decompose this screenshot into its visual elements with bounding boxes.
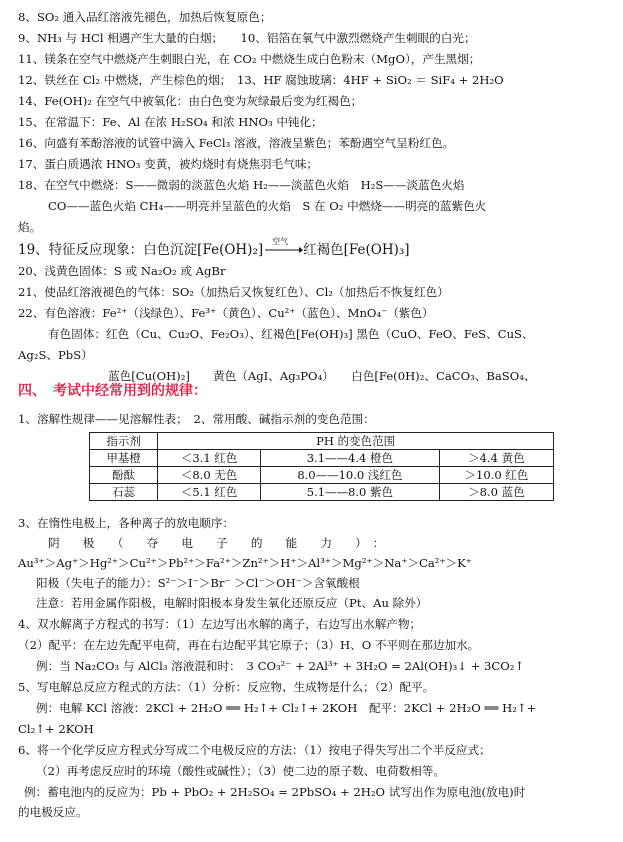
colored-solids-2: 蓝色[Cu(OH)₂] 黄色（AgI、Ag₃PO₄） 白色[Fe(0H)₂、CaCO₃、BaSO₄、 xyxy=(108,369,536,383)
anode-order: 阳极（失电子的能力）：S²⁻＞I⁻＞Br⁻ ＞Cl⁻＞OH⁻＞含氧酸根 xyxy=(36,576,360,590)
table-cell: ＜3.1 红色 xyxy=(158,450,261,467)
rule-1-2: 1、溶解性规律——见溶解性表； 2、常用酸、碱指示剂的变色范围： xyxy=(18,412,375,426)
anode-note: 注意：若用金属作阳极，电解时阳极本身发生氧化还原反应（Pt、Au 除外） xyxy=(36,596,428,610)
indicator-table xyxy=(89,432,554,501)
fact-18-end: 焰。 xyxy=(18,220,42,234)
table-row xyxy=(90,450,554,467)
reaction-condition: 空气 xyxy=(272,237,289,246)
table-cell: 甲基橙 xyxy=(90,450,158,467)
table-cell: 5.1——8.0 紫色 xyxy=(260,484,439,501)
fact-14: 14、Fe(OH)₂ 在空气中被氧化：由白色变为灰绿最后变为红褐色； xyxy=(18,94,363,108)
reaction-arrow xyxy=(263,237,303,256)
table-cell: ＞4.4 黄色 xyxy=(439,450,553,467)
table-cell: ＞8.0 蓝色 xyxy=(439,484,553,501)
rule-4-step2: （2）配平：在左边先配平电荷，再在右边配平其它原子；（3）H、O 不平则在那边加水。 xyxy=(18,638,480,652)
fact-12-13: 12、铁丝在 Cl₂ 中燃烧，产生棕色的烟； 13、HF 腐蚀玻璃：4HF + SiO₂ ＝ SiF₄ + 2H₂O xyxy=(18,73,504,87)
fact-20: 20、浅黄色固体：S 或 Na₂O₂ 或 AgBr xyxy=(18,264,226,278)
rule-5: 5、写电解总反应方程式的方法：（1）分析：反应物、生成物是什么；（2）配平。 xyxy=(18,680,435,694)
fact-17: 17、蛋白质遇浓 HNO₃ 变黄，被灼烧时有烧焦羽毛气味； xyxy=(18,157,319,171)
table-cell: 酚酞 xyxy=(90,467,158,484)
fact-9-10: 9、NH₃ 与 HCl 相遇产生大量的白烟； 10、铝箔在氧气中激烈燃烧产生刺眼的白光； xyxy=(18,31,476,45)
cathode-heading: 阴 极 （ 夺 电 子 的 能 力 ） ： xyxy=(48,536,385,550)
fact-19-prefix: 19、特征反应现象： xyxy=(18,242,144,258)
rule-6-example: 例：蓄电池内的反应为：Pb + PbO₂ + 2H₂SO₄ = 2PbSO₄ + 2H₂O 试写出作为原电池(放电)时 xyxy=(24,785,526,799)
table-cell: ＞10.0 红色 xyxy=(439,467,553,484)
table-header-cell: PH 的变色范围 xyxy=(158,433,554,450)
cathode-order: Au³⁺＞Ag⁺＞Hg²⁺＞Cu²⁺＞Pb²⁺＞Fa²⁺＞Zn²⁺＞H⁺＞Al³⁺＞Mg²⁺＞Na⁺＞Ca²⁺＞K⁺ xyxy=(18,556,472,570)
table-cell: 石蕊 xyxy=(90,484,158,501)
arrow-icon xyxy=(263,242,303,256)
fact-18: 18、在空气中燃烧：S——微弱的淡蓝色火焰 H₂——淡蓝色火焰 H₂S——淡蓝色火焰 xyxy=(18,178,465,192)
table-cell: ＜8.0 无色 xyxy=(158,467,261,484)
fact-8: 8、SO₂ 通入品红溶液先褪色，加热后恢复原色； xyxy=(18,10,272,24)
fact-22: 22、有色溶液：Fe²⁺（浅绿色）、Fe³⁺（黄色）、Cu²⁺（蓝色）、MnO₄⁻（紫色） xyxy=(18,306,434,320)
fact-18-cont: CO——蓝色火焰 CH₄——明亮并呈蓝色的火焰 S 在 O₂ 中燃烧——明亮的蓝紫色火 xyxy=(48,199,487,213)
fact-15: 15、在常温下：Fe、Al 在浓 H₂SO₄ 和浓 HNO₃ 中钝化； xyxy=(18,115,323,129)
table-header-row xyxy=(90,433,554,450)
fact-19-left: 白色沉淀[Fe(OH)₂] xyxy=(143,242,264,258)
fact-16: 16、向盛有苯酚溶液的试管中滴入 FeCl₃ 溶液，溶液呈紫色；苯酚遇空气呈粉红色。 xyxy=(18,136,455,150)
fact-11: 11、镁条在空气中燃烧产生刺眼白光，在 CO₂ 中燃烧生成白色粉末（MgO），产生黑烟； xyxy=(18,52,481,66)
table-row xyxy=(90,484,554,501)
rule-5-example-cont: Cl₂↑+ 2KOH xyxy=(18,722,94,736)
table-header-cell: 指示剂 xyxy=(90,433,158,450)
rule-3: 3、在惰性电极上，各种离子的放电顺序： xyxy=(18,516,235,530)
table-cell: ＜5.1 红色 xyxy=(158,484,261,501)
table-cell: 8.0——10.0 浅红色 xyxy=(260,467,439,484)
rule-4-example: 例：当 Na₂CO₃ 与 AlCl₃ 溶液混和时： 3 CO₃²⁻ + 2Al³⁺ + 3H₂O = 2Al(OH)₃↓ + 3CO₂↑ xyxy=(36,659,525,673)
rule-5-example: 例：电解 KCl 溶液：2KCl + 2H₂O ══ H₂↑+ Cl₂↑+ 2KOH 配平：2KCl + 2H₂O ══ H₂↑+ xyxy=(36,701,537,715)
rule-6: 6、将一个化学反应方程式分写成二个电极反应的方法：（1）按电子得失写出二个半反应式； xyxy=(18,743,491,757)
rule-4: 4、双水解离子方程式的书写：（1）左边写出水解的离子，右边写出水解产物； xyxy=(18,617,422,631)
table-cell: 3.1——4.4 橙色 xyxy=(260,450,439,467)
rule-6-step2: （2）再考虑反应时的环境（酸性或碱性）；（3）使二边的原子数、电荷数相等。 xyxy=(36,764,445,778)
fact-19 xyxy=(18,237,410,258)
colored-solids: 有色固体：红色（Cu、Cu₂O、Fe₂O₃）、红褐色[Fe(OH)₃] 黑色（CuO、FeO、FeS、CuS、 xyxy=(48,327,534,341)
fact-21: 21、使品红溶液褪色的气体：SO₂（加热后又恢复红色）、Cl₂（加热后不恢复红色） xyxy=(18,285,449,299)
rule-6-example-cont: 的电极反应。 xyxy=(18,805,88,819)
section-4-title: 四、 考试中经常用到的规律： xyxy=(18,383,207,399)
fact-19-right: 红褐色[Fe(OH)₃] xyxy=(303,242,410,258)
table-row xyxy=(90,467,554,484)
colored-solids-cont: Ag₂S、PbS） xyxy=(18,348,93,362)
